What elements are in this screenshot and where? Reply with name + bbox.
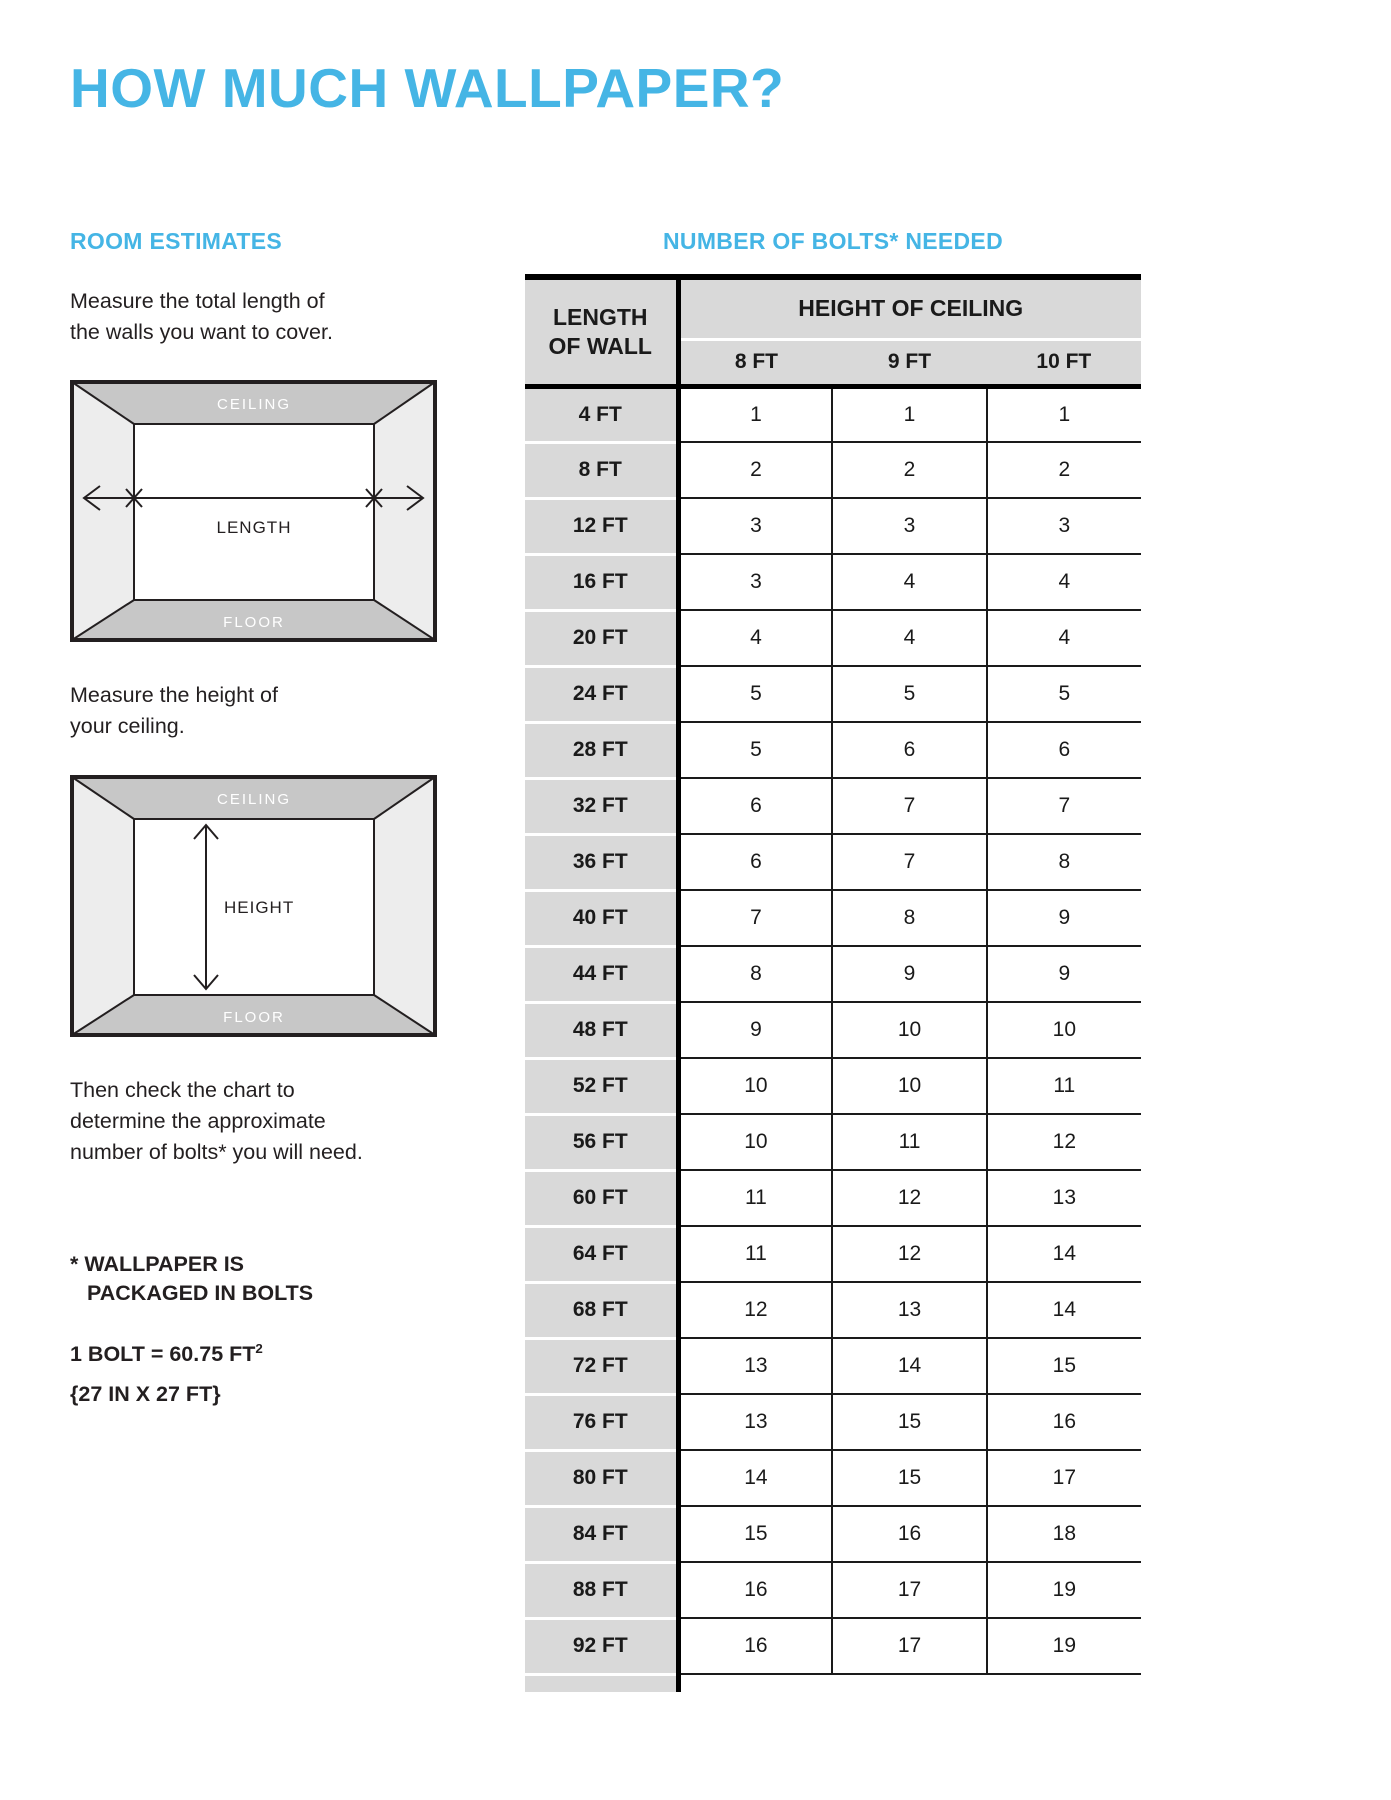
bolt-count-cell: 13 xyxy=(678,1338,832,1394)
bolt-count-cell: 7 xyxy=(678,890,832,946)
table-row xyxy=(525,1506,1141,1562)
table-row xyxy=(525,1394,1141,1450)
bolt-formula xyxy=(70,1340,263,1369)
bolt-count-cell: 12 xyxy=(832,1226,986,1282)
bolt-count-cell: 3 xyxy=(832,498,986,554)
row-length-label: 24 FT xyxy=(525,666,678,722)
row-length-label: 16 FT xyxy=(525,554,678,610)
footer-gray-block xyxy=(525,1674,678,1692)
height-diagram xyxy=(70,775,437,1042)
bolt-count-cell: 14 xyxy=(987,1282,1141,1338)
page-title: HOW MUCH WALLPAPER? xyxy=(70,57,785,119)
table-row xyxy=(525,610,1141,666)
text-line: Measure the total length of xyxy=(70,289,325,313)
text-line: the walls you want to cover. xyxy=(70,319,333,344)
table-row xyxy=(525,1002,1141,1058)
length-diagram xyxy=(70,380,437,647)
bolt-count-cell: 6 xyxy=(832,722,986,778)
room-height-illustration xyxy=(70,775,437,1037)
table-row xyxy=(525,778,1141,834)
right-wall xyxy=(374,382,435,640)
bolt-count-cell: 10 xyxy=(678,1114,832,1170)
bolt-count-cell: 13 xyxy=(987,1170,1141,1226)
bolt-count-cell: 4 xyxy=(832,610,986,666)
height-label: HEIGHT xyxy=(224,898,295,917)
bolt-count-cell: 5 xyxy=(678,722,832,778)
bolt-count-cell: 11 xyxy=(987,1058,1141,1114)
row-length-label: 84 FT xyxy=(525,1506,678,1562)
row-length-label: 76 FT xyxy=(525,1394,678,1450)
bolt-count-cell: 11 xyxy=(832,1114,986,1170)
bolt-size-info xyxy=(70,1340,263,1409)
row-length-label: 12 FT xyxy=(525,498,678,554)
bolt-count-cell: 13 xyxy=(678,1394,832,1450)
height-of-ceiling-header: HEIGHT OF CEILING xyxy=(678,277,1141,339)
row-length-label: 68 FT xyxy=(525,1282,678,1338)
room-estimates-section xyxy=(70,228,490,1728)
bolt-count-cell: 15 xyxy=(987,1338,1141,1394)
bolts-table-head xyxy=(525,277,1141,386)
table-row xyxy=(525,1114,1141,1170)
bolt-formula-text: 1 BOLT = 60.75 FT xyxy=(70,1342,256,1367)
row-length-label: 8 FT xyxy=(525,442,678,498)
bolts-footnote xyxy=(70,1250,313,1308)
bolt-count-cell: 9 xyxy=(678,1002,832,1058)
column-header-8ft: 8 FT xyxy=(678,339,832,386)
text-line: your ceiling. xyxy=(70,713,185,738)
measure-length-text xyxy=(70,286,333,348)
row-length-label: 88 FT xyxy=(525,1562,678,1618)
bolt-count-cell: 8 xyxy=(832,890,986,946)
bolt-count-cell: 6 xyxy=(678,778,832,834)
back-wall xyxy=(134,424,374,600)
ceiling-label: CEILING xyxy=(216,791,292,808)
text-line: Then check the chart to xyxy=(70,1078,295,1102)
table-row xyxy=(525,1618,1141,1674)
table-row xyxy=(525,722,1141,778)
bolt-count-cell: 10 xyxy=(987,1002,1141,1058)
row-length-label: 40 FT xyxy=(525,890,678,946)
left-wall xyxy=(72,382,134,640)
bolts-needed-heading: NUMBER OF BOLTS* NEEDED xyxy=(663,228,1003,254)
right-wall xyxy=(374,777,435,1035)
ceiling-label: CEILING xyxy=(216,396,292,413)
row-length-label: 56 FT xyxy=(525,1114,678,1170)
bolt-count-cell: 9 xyxy=(987,890,1141,946)
bolt-count-cell: 14 xyxy=(678,1450,832,1506)
table-row xyxy=(525,1450,1141,1506)
bolt-count-cell: 14 xyxy=(832,1338,986,1394)
bolt-count-cell: 5 xyxy=(678,666,832,722)
text-line: PACKAGED IN BOLTS xyxy=(87,1281,314,1306)
bolt-count-cell: 8 xyxy=(987,834,1141,890)
bolt-count-cell: 18 xyxy=(987,1506,1141,1562)
table-row xyxy=(525,834,1141,890)
bolt-count-cell: 13 xyxy=(832,1282,986,1338)
row-length-label: 72 FT xyxy=(525,1338,678,1394)
bolt-count-cell: 16 xyxy=(832,1506,986,1562)
row-length-label: 60 FT xyxy=(525,1170,678,1226)
bolt-count-cell: 6 xyxy=(678,834,832,890)
text-line: determine the approximate xyxy=(70,1108,326,1133)
bolt-count-cell: 1 xyxy=(678,386,832,442)
table-row xyxy=(525,1170,1141,1226)
bolt-count-cell: 1 xyxy=(832,386,986,442)
floor-label: FLOOR xyxy=(223,1009,285,1026)
bolt-dimensions: {27 IN X 27 FT} xyxy=(70,1382,221,1407)
table-row xyxy=(525,1338,1141,1394)
bolt-count-cell: 2 xyxy=(832,442,986,498)
bolt-count-cell: 4 xyxy=(987,610,1141,666)
bolt-count-cell: 12 xyxy=(987,1114,1141,1170)
bolt-count-cell: 10 xyxy=(678,1058,832,1114)
room-estimates-heading: ROOM ESTIMATES xyxy=(70,228,283,254)
bolt-count-cell: 3 xyxy=(678,498,832,554)
table-row xyxy=(525,1226,1141,1282)
column-header-10ft: 10 FT xyxy=(987,339,1141,386)
row-length-label: 92 FT xyxy=(525,1618,678,1674)
table-row xyxy=(525,1058,1141,1114)
row-length-label: 28 FT xyxy=(525,722,678,778)
bolt-count-cell: 15 xyxy=(832,1394,986,1450)
bolt-count-cell: 12 xyxy=(832,1170,986,1226)
bolt-count-cell: 14 xyxy=(987,1226,1141,1282)
row-length-label: 20 FT xyxy=(525,610,678,666)
bolt-count-cell: 2 xyxy=(987,442,1141,498)
length-label: LENGTH xyxy=(216,518,292,537)
table-row xyxy=(525,386,1141,442)
row-length-label: 4 FT xyxy=(525,386,678,442)
bolt-count-cell: 7 xyxy=(832,834,986,890)
length-of-wall-header: LENGTH OF WALL xyxy=(525,277,678,386)
text-line: * WALLPAPER IS xyxy=(70,1252,245,1276)
bolt-count-cell: 19 xyxy=(987,1562,1141,1618)
room-length-illustration xyxy=(70,380,437,642)
text-line: number of bolts* you will need. xyxy=(70,1139,363,1164)
check-chart-text xyxy=(70,1075,363,1168)
bolt-count-cell: 11 xyxy=(678,1170,832,1226)
bolts-needed-section xyxy=(525,228,1141,1692)
bolts-table-body xyxy=(525,386,1141,1692)
bolt-count-cell: 12 xyxy=(678,1282,832,1338)
table-row xyxy=(525,498,1141,554)
bolt-count-cell: 16 xyxy=(678,1562,832,1618)
bolt-count-cell: 5 xyxy=(832,666,986,722)
bolt-count-cell: 16 xyxy=(987,1394,1141,1450)
text-line: Measure the height of xyxy=(70,683,278,707)
bolt-count-cell: 15 xyxy=(678,1506,832,1562)
bolt-count-cell: 16 xyxy=(678,1618,832,1674)
table-row xyxy=(525,946,1141,1002)
footer-empty-block xyxy=(678,1674,1141,1692)
bolt-count-cell: 3 xyxy=(987,498,1141,554)
bolt-count-cell: 15 xyxy=(832,1450,986,1506)
bolt-count-cell: 8 xyxy=(678,946,832,1002)
bolt-count-cell: 9 xyxy=(832,946,986,1002)
table-row xyxy=(525,666,1141,722)
bolt-count-cell: 10 xyxy=(832,1002,986,1058)
row-length-label: 52 FT xyxy=(525,1058,678,1114)
column-header-9ft: 9 FT xyxy=(832,339,986,386)
bolt-count-cell: 4 xyxy=(832,554,986,610)
bolt-count-cell: 1 xyxy=(987,386,1141,442)
row-length-label: 44 FT xyxy=(525,946,678,1002)
table-row xyxy=(525,554,1141,610)
floor-label: FLOOR xyxy=(223,614,285,631)
bolt-count-cell: 4 xyxy=(987,554,1141,610)
row-length-label: 64 FT xyxy=(525,1226,678,1282)
bolt-count-cell: 17 xyxy=(832,1618,986,1674)
bolt-count-cell: 2 xyxy=(678,442,832,498)
table-row xyxy=(525,1282,1141,1338)
measure-height-text xyxy=(70,680,278,742)
bolt-count-cell: 9 xyxy=(987,946,1141,1002)
bolt-count-cell: 7 xyxy=(832,778,986,834)
table-footer-strip xyxy=(525,1674,1141,1692)
bolt-count-cell: 11 xyxy=(678,1226,832,1282)
bolt-count-cell: 3 xyxy=(678,554,832,610)
bolt-count-cell: 17 xyxy=(832,1562,986,1618)
bolt-count-cell: 17 xyxy=(987,1450,1141,1506)
bolt-count-cell: 6 xyxy=(987,722,1141,778)
row-length-label: 32 FT xyxy=(525,778,678,834)
left-wall xyxy=(72,777,134,1035)
bolt-count-cell: 5 xyxy=(987,666,1141,722)
row-length-label: 48 FT xyxy=(525,1002,678,1058)
bolt-count-cell: 10 xyxy=(832,1058,986,1114)
table-row xyxy=(525,442,1141,498)
row-length-label: 36 FT xyxy=(525,834,678,890)
bolt-count-cell: 7 xyxy=(987,778,1141,834)
bolts-table xyxy=(525,274,1141,1692)
row-length-label: 80 FT xyxy=(525,1450,678,1506)
table-row xyxy=(525,1562,1141,1618)
bolt-count-cell: 4 xyxy=(678,610,832,666)
bolt-count-cell: 19 xyxy=(987,1618,1141,1674)
bolt-formula-exponent: 2 xyxy=(255,1341,263,1356)
table-row xyxy=(525,890,1141,946)
